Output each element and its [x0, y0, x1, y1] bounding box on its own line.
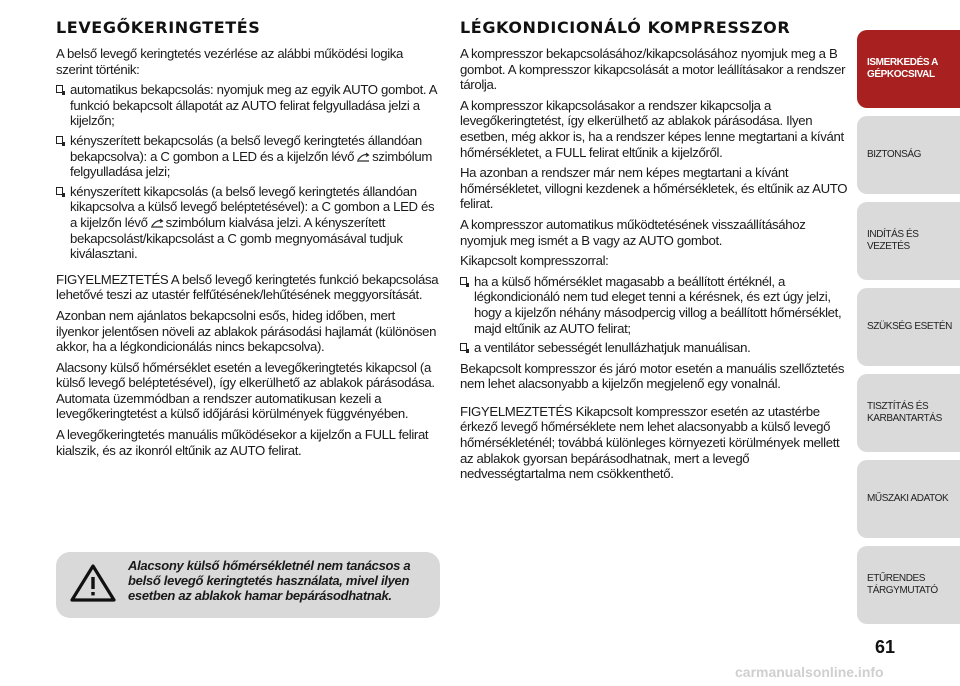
right-column: [460, 18, 850, 487]
footer-watermark: carmanualsonline.info: [735, 664, 884, 680]
tab-tisztitas[interactable]: TISZTÍTÁS ÉS KARBANTARTÁS: [857, 374, 960, 452]
tab-ismerkedes[interactable]: ISMERKEDÉS A GÉPKOCSIVAL: [857, 30, 960, 108]
heading-legkondicionalo-kompresszor: LÉGKONDICIONÁLÓ KOMPRESSZOR: [460, 18, 791, 37]
right-paragraph: Ha azonban a rendszer már nem képes megtartani a kívánt hőmérsékletet, villogni kezdenek a hőmérsékletek, és eltűnik az AUTO felirat.: [460, 165, 848, 212]
right-paragraph: A kompresszor bekapcsolásához/kikapcsolásához nyomjuk meg a B gombot. A kompresszor kikapcsolását a motor leállításakor a rendszer tárolja.: [460, 46, 846, 93]
page-number: 61: [875, 637, 896, 657]
left-paragraph: FIGYELMEZTETÉS A belső levegő keringtetés funkció bekapcsolása lehetővé teszi az utastér felfűtésének/lehűtésének meggyorsítását.: [56, 271, 439, 303]
right-paragraph: A kompresszor kikapcsolásakor a rendszer kikapcsolja a levegőkeringtetést, így elkerülhető az ablakok párásodása. Ilyen esetben, még akkor is, ha a rendszer képes lenne megtartani a kívánt hőmérsékletet, a FULL felirat eltűnik a kijelzőről.: [460, 97, 844, 160]
left-paragraph: Alacsony külső hőmérséklet esetén a levegőkeringtetés kikapcsol (a külső levegő beléptetésével), így elkerülhető az ablakok párásodása. Automata üzemmódban a rendszer automatikusan kezeli a levegőkeringtetést a külső időjárási körülmények függvényében.: [56, 359, 435, 422]
tab-szukseg-eseten[interactable]: SZÜKSÉG ESETÉN: [857, 288, 960, 366]
tab-biztonsag[interactable]: BIZTONSÁG: [857, 116, 960, 194]
chapter-tabs: [857, 0, 960, 686]
right-paragraph: Kikapcsolt kompresszorral:: [460, 253, 609, 269]
right-paragraph: FIGYELMEZTETÉS Kikapcsolt kompresszor esetén az utastérbe érkező levegő hőmérséklete nem lehet alacsonyabb a külső levegő hőmérsékleténél; továbbá különleges környezeti körülmények mellett az ablakok gyorsan bepárásodhatnak, mert a levegő nedvességtartalma nem csökkenthető.: [460, 403, 840, 482]
warning-text: Alacsony külső hőmérsékletnél nem tanácsos a belső levegő keringtetés használata, mivel ilyen esetben az ablakok hamar bepárásodhatnak.: [128, 558, 411, 603]
right-paragraph: Bekapcsolt kompresszor és járó motor esetén a manuális szellőztetés nem lehet alacsonyabb a kijelzőn megjelenő egy vonalnál.: [460, 360, 845, 392]
heading-levegokeringtetes: LEVEGŐKERINGTETÉS: [56, 18, 261, 37]
bullet-box-icon: [460, 343, 467, 351]
warning-box: [56, 552, 440, 618]
left-paragraph: A levegőkeringtetés manuális működésekor a kijelzőn a FULL felirat kialszik, és az ikonról eltűnik az AUTO felirat.: [56, 427, 429, 458]
right-bullet-item: a ventilátor sebességét lenullázhatjuk manuálisan.: [460, 340, 850, 356]
bullet-box-icon: [56, 136, 63, 144]
right-bullet-item: ha a külső hőmérséklet magasabb a beállított értéknél, a légkondicionáló nem tud eleget tenni a kérésnek, és ezt úgy jelzi, hogy a kijelzőn néhány másodpercig villog a beállított hőmérséklet, majd eltűnik az AUTO felirat;: [460, 274, 850, 336]
recirculation-icon: [150, 218, 164, 228]
left-intro: A belső levegő keringtetés vezérlése az alábbi működési logika szerint történik:: [56, 46, 404, 77]
left-bullet-item: kényszerített bekapcsolás (a belső levegő keringtetés állandóan bekapcsolva): a C gombon a LED és a kijelzőn lévő szimbólum felgyulladása jelzi;: [56, 133, 440, 180]
left-column: [56, 18, 440, 463]
tab-muszaki-adatok[interactable]: MŰSZAKI ADATOK: [857, 460, 960, 538]
recirculation-icon: [356, 152, 370, 162]
left-bullet-list: [56, 82, 440, 262]
tab-targymutato[interactable]: ETŰRENDES TÁRGYMUTATÓ: [857, 546, 960, 624]
left-bullet-item: automatikus bekapcsolás: nyomjuk meg az egyik AUTO gombot. A funkció bekapcsolt állapotát az AUTO felirat felgyulladása jelzi a kijelzőn;: [56, 82, 440, 129]
bullet-box-icon: [56, 85, 63, 93]
right-paragraph: A kompresszor automatikus működtetésének visszaállításához nyomjuk meg ismét a B vagy az AUTO gombot.: [460, 216, 806, 248]
bullet-box-icon: [460, 277, 467, 285]
left-bullet-item: kényszerített kikapcsolás (a belső levegő keringtetés állandóan kikapcsolva a külső levegő beléptetésével): a C gombon a LED és a kijelzőn lévő szimbólum kialvása jelzi. A kényszerített bekapcsolást/kikapcsolást a C gomb megnyomásával tudjuk kiválasztani.: [56, 184, 440, 262]
bullet-box-icon: [56, 187, 63, 195]
left-paragraph: Azonban nem ajánlatos bekapcsolni esős, hideg időben, mert ilyenkor jelentősen növeli az ablakok párásodási hajlamát (különösen akkor, ha a légkondicionálás nincs bekapcsolva).: [56, 307, 437, 355]
right-bullet-list: [460, 274, 850, 356]
warning-triangle-icon: [70, 563, 116, 603]
tab-inditas-es-vezetes[interactable]: INDÍTÁS ÉS VEZETÉS: [857, 202, 960, 280]
